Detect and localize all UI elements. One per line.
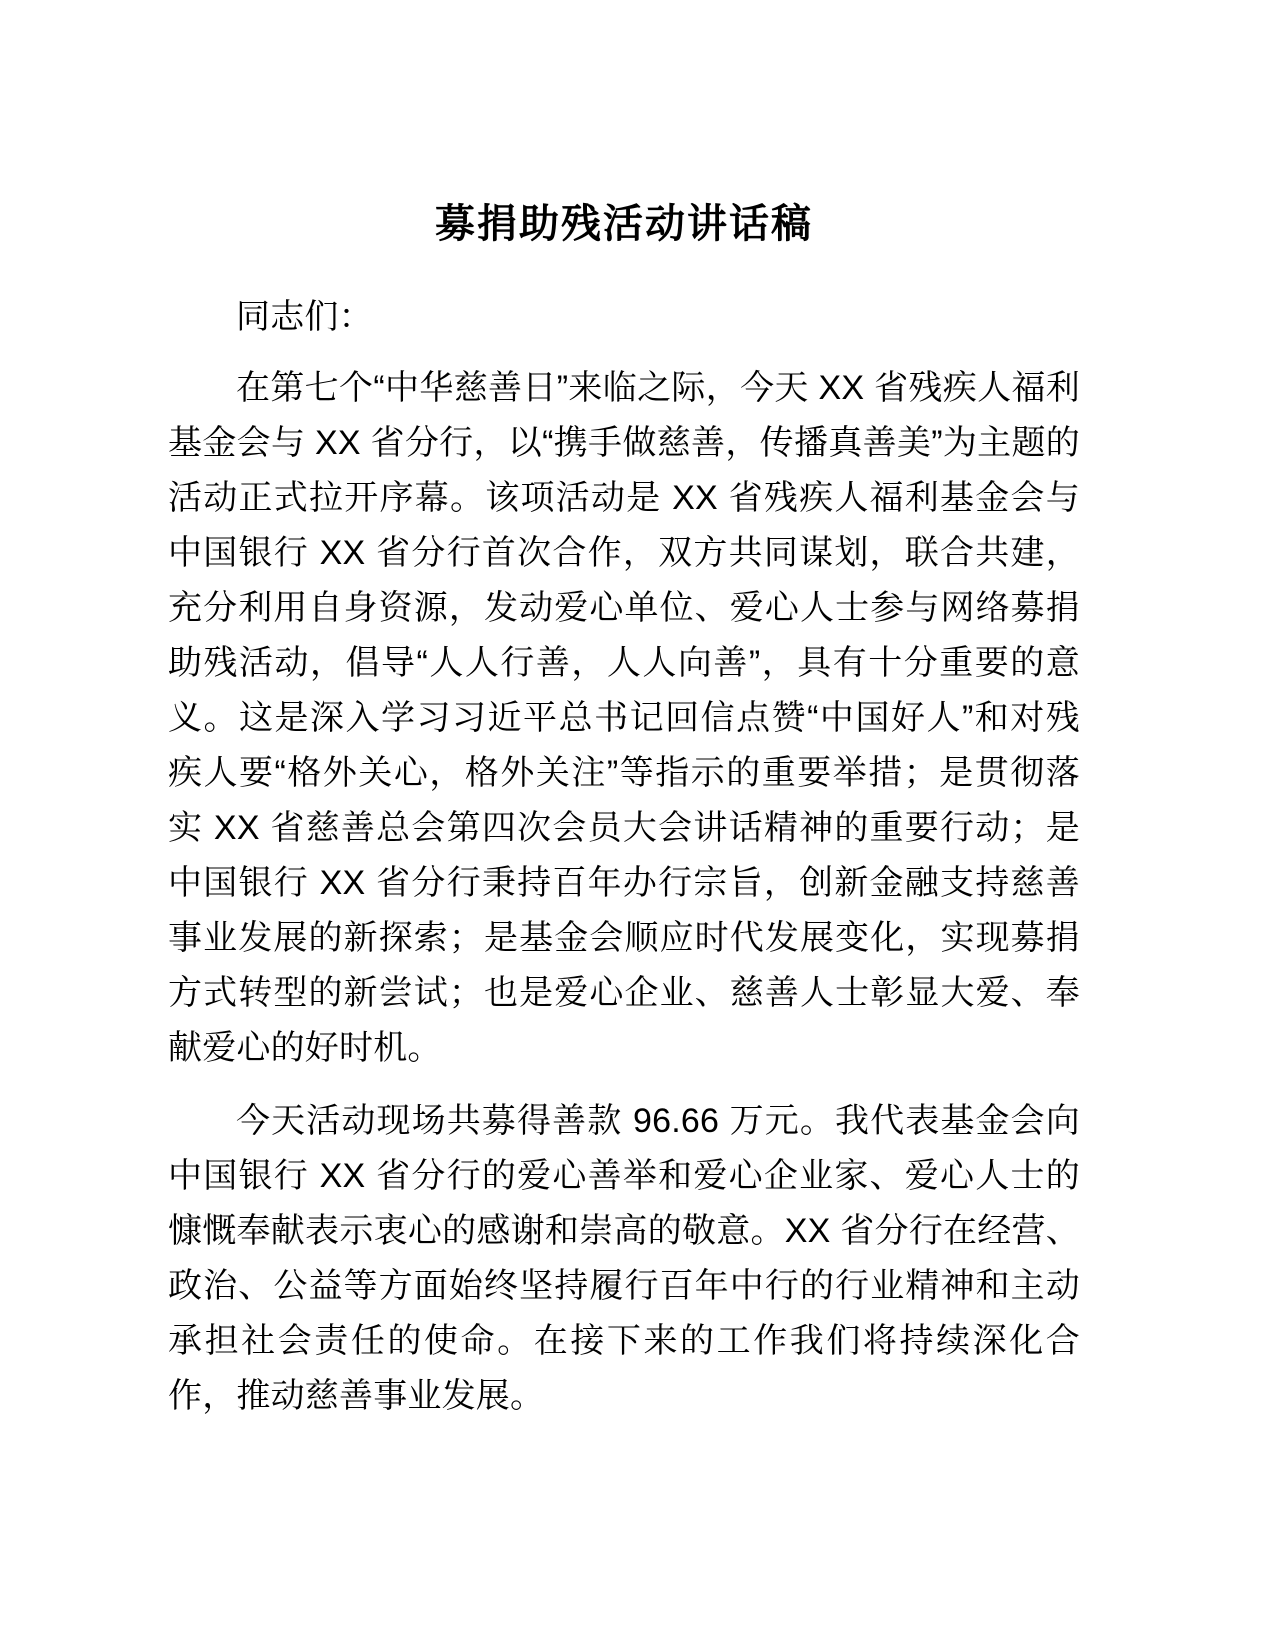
body-paragraph-2: 今天活动现场共募得善款 96.66 万元。我代表基金会向中国银行 XX 省分行的爱心善举和爱心企业家、爱心人士的慷慨奉献表示衷心的感谢和崇高的敬意。XX 省分行在经营、政治、公益等方面始终坚持履行百年中行的行业精神和主动承担社会责任的使命。在接下来的工作我们将持续深化合作，推动慈善事业发展。 <box>168 1102 1080 1415</box>
salutation-line: 同志们： <box>236 298 373 336</box>
body-paragraph-1: 在第七个“中华慈善日”来临之际，今天 XX 省残疾人福利基金会与 XX 省分行，以“携手做慈善，传播真善美”为主题的活动正式拉开序幕。该项活动是 XX 省残疾人福利基金会与中国银行 XX 省分行首次合作，双方共同谋划，联合共建，充分利用自身资源，发动爱心单位、爱心人士参与网络募捐助残活动，倡导“人人行善，人人向善”，具有十分重要的意义。这是深入学习习近平总书记回信点赞“中国好人”和对残疾人要“格外关心，格外关注”等指示的重要举措；是贯彻落实 XX 省慈善总会第四次会员大会讲话精神的重要行动；是中国银行 XX 省分行秉持百年办行宗旨，创新金融支持慈善事业发展的新探索；是基金会顺应时代发展变化，实现募捐方式转型的新尝试；也是爱心企业、慈善人士彰显大爱、奉献爱心的好时机。 <box>168 369 1080 1067</box>
page-title: 募捐助残活动讲话稿 <box>435 202 813 246</box>
document-content <box>168 0 1080 1424</box>
